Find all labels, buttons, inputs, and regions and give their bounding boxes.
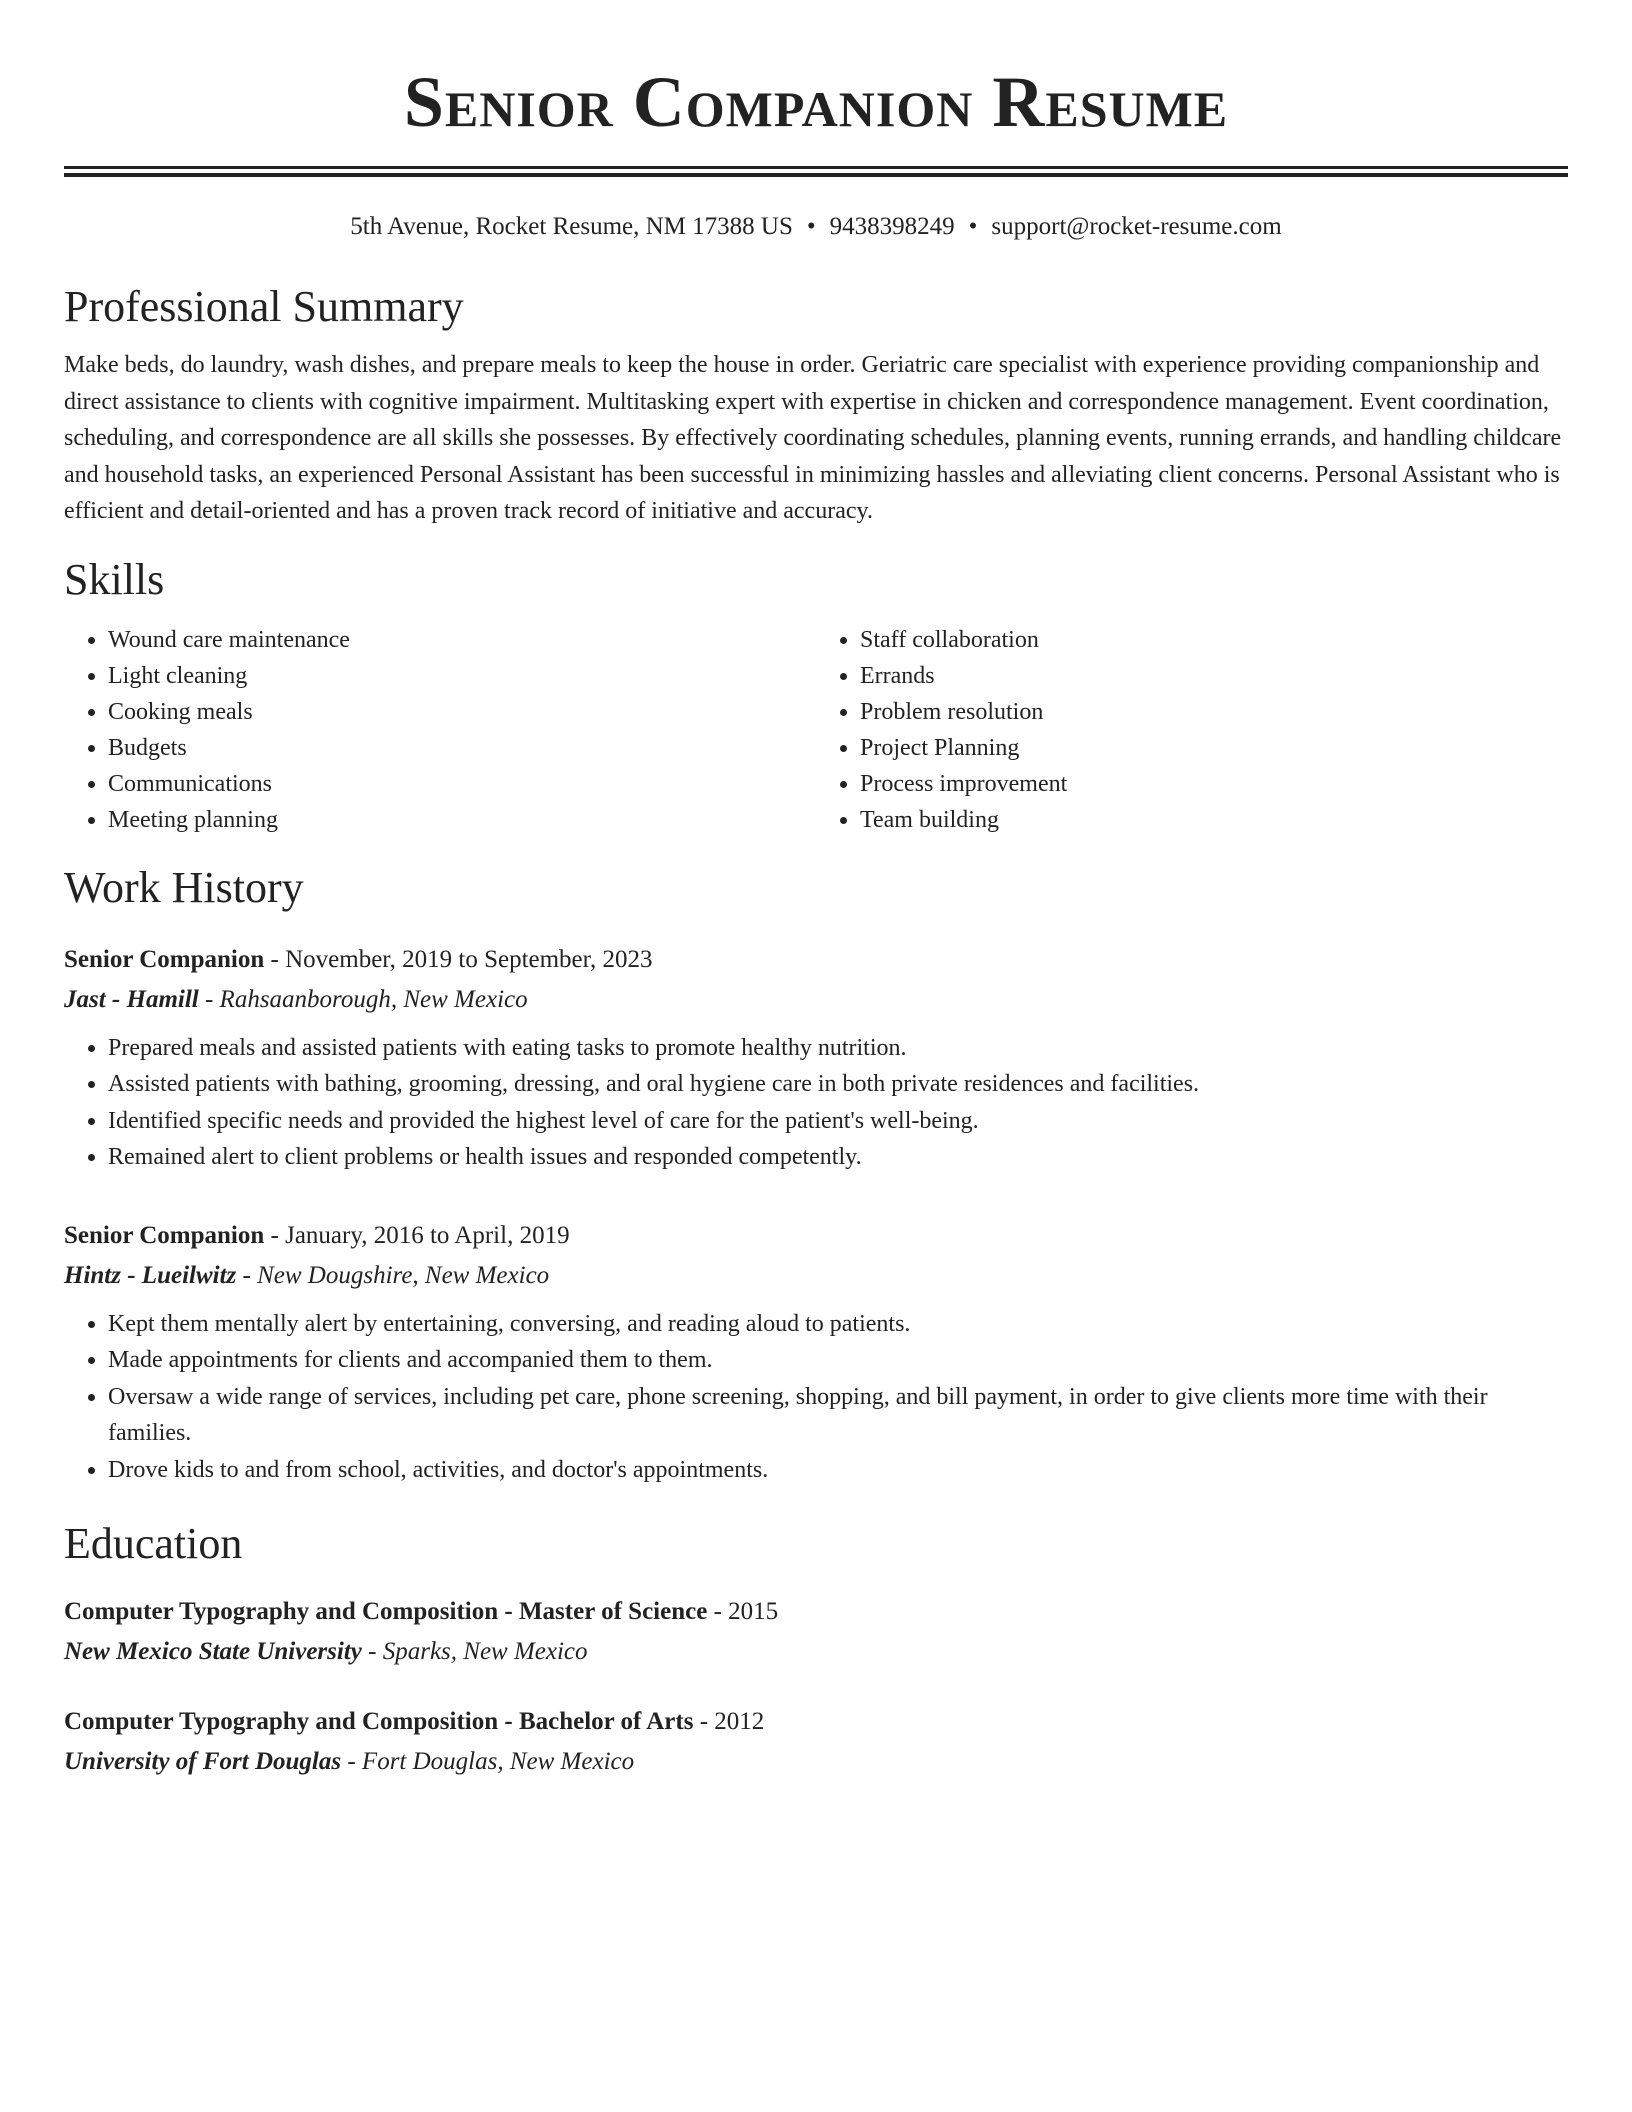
contact-line (64, 211, 1568, 243)
education-header (64, 1702, 1568, 1742)
skill-item: • Staff collaboration (860, 622, 1568, 658)
education-year: - 2012 (693, 1708, 765, 1735)
job-entry (64, 940, 1568, 1176)
education-location: - Fort Douglas, New Mexico (341, 1748, 635, 1775)
job-duty-item: • Remained alert to client problems or health issues and responded competently. (108, 1139, 1568, 1176)
skill-item: • Project Planning (860, 730, 1568, 766)
education-degree: Computer Typography and Composition - Master of Science (64, 1598, 708, 1625)
work-history-heading: Work History (64, 862, 304, 912)
contact-address: 5th Avenue, Rocket Resume, NM 17388 US (350, 213, 793, 240)
job-dates: - January, 2016 to April, 2019 (264, 1221, 570, 1249)
professional-summary-heading: Professional Summary (64, 282, 464, 331)
contact-separator: • (806, 213, 816, 240)
education-institution (64, 1742, 1568, 1782)
job-duty-item: • Kept them mentally alert by entertaining, conversing, and reading aloud to patients. (108, 1306, 1568, 1343)
skill-item: • Light cleaning (108, 658, 816, 694)
professional-summary-text: Make beds, do laundry, wash dishes, and prepare meals to keep the house in order. Geriatric care specialist with experience providing companionship and direct assistance to clients with cognitive impairment. Multitasking expert with expertise in chicken and correspondence management. Event coordination, scheduling, and correspondence are all skills she possesses. By effectively coordinating schedules, planning events, running errands, and handling childcare and household tasks, an experienced Personal Assistant has been successful in minimizing hassles and alleviating client concerns. Personal Assistant who is efficient and detail-oriented and has a proven track record of initiative and accuracy. (64, 352, 1562, 524)
job-header (64, 1216, 1568, 1256)
skills-heading: Skills (64, 554, 165, 604)
skills-column-right (816, 622, 1568, 838)
job-company: Jast - Hamill (64, 985, 199, 1013)
title-double-rule (64, 166, 1568, 177)
skill-item: • Cooking meals (108, 694, 816, 730)
skill-item: • Budgets (108, 730, 816, 766)
contact-separator: • (968, 213, 978, 240)
education-entry (64, 1702, 1568, 1782)
skill-item: • Communications (108, 766, 816, 802)
education-header (64, 1592, 1568, 1632)
resume-title: Senior Companion Resume (403, 62, 1229, 142)
education-year: - 2015 (707, 1598, 779, 1625)
job-title: Senior Companion (64, 1221, 265, 1249)
job-employer (64, 1256, 1568, 1296)
job-company: Hintz - Lueilwitz (64, 1261, 237, 1289)
job-header (64, 940, 1568, 980)
job-title: Senior Companion (64, 945, 265, 973)
job-entry (64, 1216, 1568, 1489)
skills-column-left (64, 622, 816, 838)
job-duty-item: • Prepared meals and assisted patients with eating tasks to promote healthy nutrition. (108, 1030, 1568, 1067)
skill-item: • Problem resolution (860, 694, 1568, 730)
job-duty-item: • Assisted patients with bathing, grooming, dressing, and oral hygiene care in both private residences and facilities. (108, 1066, 1568, 1103)
job-location: - Rahsaanborough, New Mexico (198, 985, 528, 1013)
job-dates: - November, 2019 to September, 2023 (264, 945, 653, 973)
education-location: - Sparks, New Mexico (361, 1638, 588, 1665)
job-duty-item: • Drove kids to and from school, activities, and doctor's appointments. (108, 1452, 1568, 1489)
job-duties (64, 1030, 1568, 1176)
job-duty-item: • Made appointments for clients and accompanied them to them. (108, 1342, 1568, 1379)
job-duty-item: • Oversaw a wide range of services, including pet care, phone screening, shopping, and bill payment, in order to give clients more time with their families. (108, 1379, 1568, 1452)
contact-email: support@rocket-resume.com (991, 213, 1282, 240)
education-institution (64, 1632, 1568, 1672)
education-degree: Computer Typography and Composition - Bachelor of Arts (64, 1708, 694, 1735)
contact-phone: 9438398249 (829, 213, 955, 240)
skill-item: • Wound care maintenance (108, 622, 816, 658)
job-location: - New Dougshire, New Mexico (236, 1261, 550, 1289)
education-heading: Education (64, 1519, 243, 1568)
skill-item: • Errands (860, 658, 1568, 694)
job-duty-item: • Identified specific needs and provided the highest level of care for the patient's well-being. (108, 1103, 1568, 1140)
job-employer (64, 980, 1568, 1020)
education-school: University of Fort Douglas (64, 1748, 342, 1775)
skill-item: • Team building (860, 802, 1568, 838)
skill-item: • Meeting planning (108, 802, 816, 838)
education-school: New Mexico State University (64, 1638, 362, 1665)
education-entry (64, 1592, 1568, 1672)
job-duties (64, 1306, 1568, 1489)
skills-list (64, 622, 1568, 838)
skill-item: • Process improvement (860, 766, 1568, 802)
